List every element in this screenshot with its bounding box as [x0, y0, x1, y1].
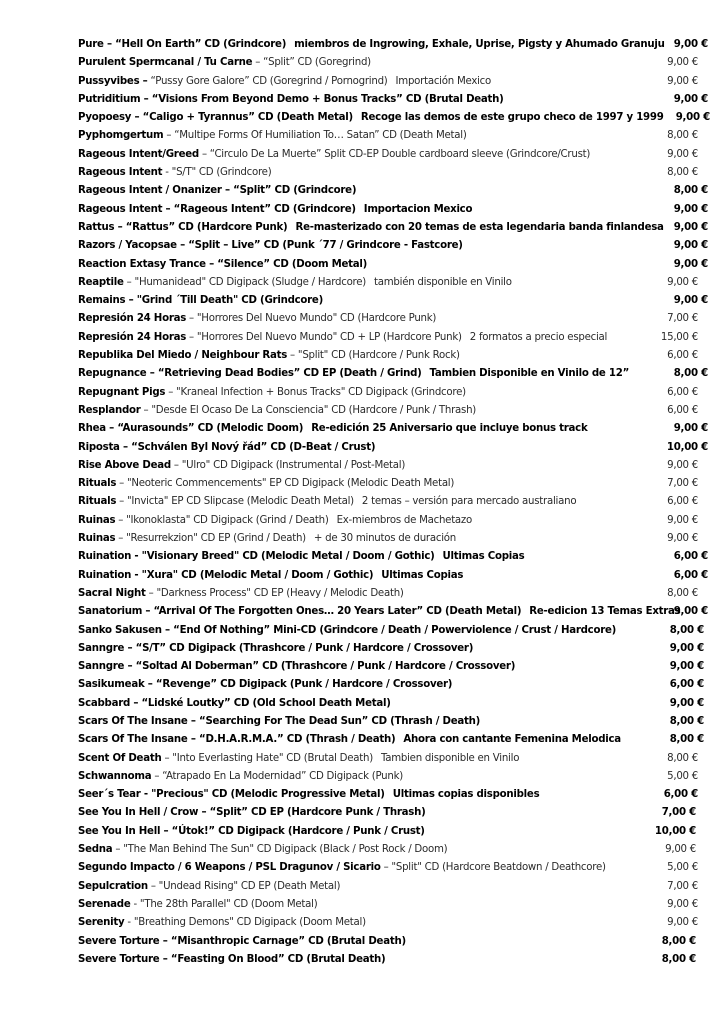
- band-name: Purulent Spermcanal / Tu Carne: [78, 57, 253, 69]
- release-info: – “Silence” CD (Doom Metal): [205, 258, 368, 270]
- catalog-item: [78, 658, 704, 676]
- release-info: – "Horrores Del Nuevo Mundo" CD + LP (Hardcore Punk): [186, 331, 462, 343]
- catalog-item: [78, 256, 708, 274]
- item-price: 9,00 €: [665, 844, 696, 856]
- band-name: Rituals: [78, 496, 117, 508]
- band-name: Scent Of Death: [78, 752, 162, 764]
- item-price: 7,00 €: [667, 478, 698, 490]
- catalog-item: [78, 36, 708, 54]
- item-price: 6,00 €: [667, 386, 698, 398]
- item-description: [78, 676, 452, 694]
- item-price: 9,00 €: [667, 57, 698, 69]
- release-info: - "Visionary Breed" CD (Melodic Metal / Doom / Gothic): [131, 551, 435, 563]
- item-price: 10,00 €: [654, 825, 696, 837]
- catalog-item: [78, 274, 698, 292]
- catalog-item: [78, 310, 698, 328]
- release-info: – "The Man Behind The Sun" CD Digipack (Black / Post Rock / Doom): [112, 844, 448, 856]
- item-note: Recoge las demos de este grupo checo de 1997 y 1999: [360, 112, 664, 124]
- item-price: 6,00 €: [669, 679, 704, 691]
- item-price: 10,00 €: [666, 441, 708, 453]
- band-name: Rituals: [78, 478, 117, 490]
- band-name: Republika Del Miedo / Neighbour Rats: [78, 350, 288, 362]
- band-name: Schwannoma: [78, 770, 152, 782]
- item-price: 6,00 €: [673, 551, 708, 563]
- item-description: [78, 512, 472, 530]
- item-price: 8,00 €: [667, 587, 698, 599]
- item-price: 9,00 €: [673, 93, 708, 105]
- release-info: – "Horrores Del Nuevo Mundo" CD (Hardcore Punk): [186, 313, 437, 325]
- release-info: – “End Of Nothing” Mini-CD (Grindcore / Death / Powerviolence / Crust / Hardcore): [161, 624, 617, 636]
- item-description: [78, 237, 463, 255]
- release-info: – “Revenge” CD Digipack (Punk / Hardcore / Crossover): [144, 679, 453, 691]
- release-info: – “Lidské Loutky” CD (Old School Death Metal): [130, 697, 391, 709]
- item-description: [78, 823, 425, 841]
- release-info: – “Split” CD (Grindcore): [221, 185, 357, 197]
- item-description: [78, 622, 616, 640]
- band-name: Pure: [78, 39, 104, 50]
- catalog-item: [78, 951, 698, 969]
- item-note: Importacion Mexico: [363, 203, 473, 215]
- band-name: Reaction Extasy Trance: [78, 258, 206, 270]
- item-description: [78, 804, 426, 822]
- band-name: Severe Torture: [78, 935, 160, 947]
- item-price: 9,00 €: [667, 514, 698, 526]
- band-name: Razors / Yacopsae: [78, 240, 177, 252]
- item-price: 6,00 €: [667, 496, 698, 508]
- item-price: 9,00 €: [667, 276, 698, 288]
- item-description: [78, 475, 454, 493]
- catalog-item: [78, 914, 698, 932]
- catalog-item: [78, 603, 708, 621]
- band-name: Repugnant Pigs: [78, 386, 166, 398]
- item-description: [78, 164, 271, 182]
- item-price: 9,00 €: [667, 459, 698, 471]
- catalog-item: [78, 786, 698, 804]
- item-price: 8,00 €: [667, 130, 698, 142]
- item-description: [78, 256, 367, 274]
- item-note: Ultimas copias disponibles: [392, 789, 540, 801]
- release-info: “Pussy Gore Galore” CD (Goregrind / Pornogrind): [147, 75, 388, 87]
- item-description: [78, 73, 491, 91]
- catalog-item: [78, 933, 698, 951]
- catalog-item: [78, 402, 698, 420]
- item-description: [78, 329, 607, 347]
- item-note: miembros de Ingrowing, Exhale, Uprise, Pigsty y Ahumado Granuju: [294, 39, 665, 50]
- release-info: – “Soltad Al Doberman” CD (Thrashcore / Punk / Hardcore / Crossover): [124, 661, 516, 673]
- item-price: 9,00 €: [673, 221, 708, 233]
- band-name: Pussyvibes –: [78, 75, 148, 87]
- item-price: 7,00 €: [667, 880, 698, 892]
- item-description: [78, 310, 436, 328]
- band-name: Ruinas: [78, 514, 116, 526]
- band-name: Sanko Sakusen: [78, 624, 162, 636]
- item-price: 5,00 €: [667, 862, 698, 874]
- item-description: [78, 292, 323, 310]
- item-note: Ultimas Copias: [381, 569, 464, 581]
- item-price: 8,00 €: [667, 752, 698, 764]
- band-name: Serenity: [78, 917, 125, 929]
- release-info: – "Grind ´Till Death" CD (Grindcore): [125, 295, 323, 307]
- item-description: [78, 109, 664, 127]
- band-name: Rattus: [78, 221, 115, 233]
- catalog-item: [78, 329, 698, 347]
- catalog-item: [78, 878, 698, 896]
- item-description: [78, 933, 406, 951]
- release-info: – "Kraneal Infection + Bonus Tracks" CD Digipack (Grindcore): [165, 386, 466, 398]
- item-description: [78, 640, 473, 658]
- catalog-item: [78, 713, 704, 731]
- catalog-item: [78, 109, 710, 127]
- catalog-item: [78, 164, 698, 182]
- item-description: [78, 91, 504, 109]
- item-price: 9,00 €: [673, 39, 708, 50]
- band-name: Seer´s Tear: [78, 789, 141, 801]
- band-name: Rise Above Dead: [78, 459, 171, 471]
- item-note: Importación Mexico: [395, 75, 492, 87]
- item-note: Re-masterizado con 20 temas de esta legendaria banda finlandesa: [295, 221, 664, 233]
- item-price: 6,00 €: [663, 789, 698, 801]
- band-name: Severe Torture: [78, 953, 160, 965]
- item-description: [78, 127, 467, 145]
- item-description: [78, 750, 519, 768]
- item-description: [78, 585, 404, 603]
- band-name: See You In Hell / Crow: [78, 807, 199, 819]
- item-price: 5,00 €: [667, 770, 698, 782]
- item-description: [78, 457, 405, 475]
- release-info: – “Misanthropic Carnage” CD (Brutal Death): [159, 935, 406, 947]
- release-info: – "Invicta" EP CD Slipcase (Melodic Death Metal): [116, 496, 354, 508]
- catalog-item: [78, 91, 708, 109]
- item-price: 9,00 €: [673, 423, 708, 435]
- release-info: – “Atrapado En La Modernidad” CD Digipack (Punk): [151, 770, 403, 782]
- band-name: Putriditium: [78, 93, 141, 105]
- release-info: – "Desde El Ocaso De La Consciencia" CD (Hardcore / Punk / Thrash): [140, 404, 477, 416]
- band-name: Sasikumeak: [78, 679, 145, 691]
- item-price: 8,00 €: [669, 624, 704, 636]
- item-price: 8,00 €: [661, 935, 696, 947]
- item-note: Tambien Disponible en Vinilo de 12”: [429, 368, 630, 380]
- band-name: Sedna: [78, 844, 113, 856]
- band-name: Scars Of The Insane: [78, 734, 188, 746]
- band-name: Rageous Intent / Onanizer: [78, 185, 222, 197]
- release-info: – “Split” CD EP (Hardcore Punk / Thrash): [198, 807, 426, 819]
- catalog-item: [78, 493, 698, 511]
- release-info: – “Caligo + Tyrannus” CD (Death Metal): [131, 112, 353, 124]
- catalog-item: [78, 439, 708, 457]
- catalog-item: [78, 859, 698, 877]
- catalog-item: [78, 676, 704, 694]
- catalog-item: [78, 804, 698, 822]
- item-description: [78, 896, 317, 914]
- catalog-item: [78, 347, 698, 365]
- catalog-item: [78, 750, 698, 768]
- catalog-item: [78, 182, 708, 200]
- item-price: 8,00 €: [669, 715, 704, 727]
- band-name: Resplandor: [78, 404, 141, 416]
- release-info: – "Split" CD (Hardcore Beatdown / Deathcore): [380, 862, 606, 874]
- item-description: [78, 182, 356, 200]
- release-info: – “Rattus” CD (Hardcore Punk): [114, 221, 288, 233]
- band-name: Rhea: [78, 423, 106, 435]
- release-info: – “S/T” CD Digipack (Thrashcore / Punk / Hardcore / Crossover): [124, 642, 474, 654]
- band-name: Rageous Intent: [78, 203, 163, 215]
- catalog-item: [78, 896, 698, 914]
- item-price: 8,00 €: [669, 734, 704, 746]
- band-name: Repugnance: [78, 368, 147, 380]
- item-price: 9,00 €: [673, 295, 708, 307]
- catalog-item: [78, 384, 698, 402]
- item-description: [78, 731, 621, 749]
- item-description: [78, 347, 460, 365]
- item-price: 9,00 €: [667, 75, 698, 87]
- item-price: 9,00 €: [673, 203, 708, 215]
- item-description: [78, 274, 512, 292]
- band-name: Sanngre: [78, 661, 125, 673]
- item-price: 9,00 €: [673, 258, 708, 270]
- item-price: 9,00 €: [669, 642, 704, 654]
- item-note: Re-edicion 13 Temas Extras: [529, 606, 681, 618]
- band-name: Ruination: [78, 569, 132, 581]
- item-description: [78, 841, 447, 859]
- item-description: [78, 384, 466, 402]
- band-name: Represión 24 Horas: [78, 331, 187, 343]
- band-name: Sanatorium: [78, 606, 143, 618]
- item-price: 15,00 €: [660, 331, 698, 343]
- item-price: 8,00 €: [667, 167, 698, 179]
- release-info: – "Neoteric Commencements" EP CD Digipack (Melodic Death Metal): [116, 478, 455, 490]
- item-description: [78, 219, 664, 237]
- item-description: [78, 695, 391, 713]
- band-name: Rageous Intent/Greed: [78, 148, 199, 160]
- release-info: – “Aurasounds” CD (Melodic Doom): [105, 423, 304, 435]
- item-description: [78, 878, 340, 896]
- band-name: Sanngre: [78, 642, 125, 654]
- release-info: - "Precious" CD (Melodic Progressive Metal): [140, 789, 385, 801]
- catalog-list: [78, 36, 710, 969]
- item-description: [78, 439, 375, 457]
- item-description: [78, 420, 588, 438]
- band-name: Segundo Impacto / 6 Weapons / PSL Dragunov / Sicario: [78, 862, 381, 874]
- item-description: [78, 530, 456, 548]
- item-note: 2 formatos a precio especial: [469, 331, 608, 343]
- band-name: Represión 24 Horas: [78, 313, 187, 325]
- catalog-item: [78, 73, 698, 91]
- item-price: 8,00 €: [661, 953, 696, 965]
- item-description: [78, 54, 371, 72]
- catalog-item: [78, 622, 704, 640]
- release-info: – "Into Everlasting Hate" CD (Brutal Death): [161, 752, 373, 764]
- catalog-item: [78, 127, 698, 145]
- catalog-item: [78, 548, 708, 566]
- catalog-item: [78, 768, 698, 786]
- catalog-item: [78, 823, 698, 841]
- release-info: - "S/T" CD (Grindcore): [162, 167, 272, 179]
- catalog-item: [78, 420, 708, 438]
- band-name: Ruination: [78, 551, 132, 563]
- item-note: Tambien disponible en Vinilo: [380, 752, 520, 764]
- item-price: 8,00 €: [673, 185, 708, 197]
- item-price: 9,00 €: [675, 112, 710, 124]
- band-name: Rageous Intent: [78, 167, 163, 179]
- item-description: [78, 713, 480, 731]
- release-info: – “Retrieving Dead Bodies” CD EP (Death / Grind): [146, 368, 422, 380]
- item-note: Ex-miembros de Machetazo: [336, 514, 473, 526]
- release-info: – “Searching For The Dead Sun” CD (Thrash / Death): [187, 715, 481, 727]
- item-price: 9,00 €: [669, 697, 704, 709]
- item-description: [78, 768, 403, 786]
- catalog-item: [78, 841, 698, 859]
- catalog-item: [78, 512, 698, 530]
- item-note: Ultimas Copias: [442, 551, 525, 563]
- catalog-item: [78, 475, 698, 493]
- band-name: Ruinas: [78, 533, 116, 545]
- catalog-item: [78, 640, 704, 658]
- catalog-item: [78, 731, 704, 749]
- item-description: [78, 658, 515, 676]
- release-info: – "Ikonoklasta" CD Digipack (Grind / Death): [115, 514, 329, 526]
- release-info: – "Resurrekzion" CD EP (Grind / Death): [115, 533, 306, 545]
- item-price: 7,00 €: [661, 807, 696, 819]
- band-name: Remains: [78, 295, 126, 307]
- release-info: - "The 28th Parallel" CD (Doom Metal): [130, 898, 318, 910]
- item-description: [78, 548, 524, 566]
- item-description: [78, 951, 385, 969]
- release-info: – “Útok!” CD Digipack (Hardcore / Punk / Crust): [160, 825, 425, 837]
- band-name: Sacral Night: [78, 587, 146, 599]
- catalog-item: [78, 695, 704, 713]
- catalog-item: [78, 530, 698, 548]
- catalog-item: [78, 237, 708, 255]
- release-info: – "Darkness Process" CD EP (Heavy / Melodic Death): [145, 587, 404, 599]
- catalog-item: [78, 201, 708, 219]
- catalog-item: [78, 365, 708, 383]
- band-name: Pyphomgertum: [78, 130, 164, 142]
- item-price: 6,00 €: [667, 404, 698, 416]
- catalog-item: [78, 54, 698, 72]
- release-info: – “D.H.A.R.M.A.” CD (Thrash / Death): [187, 734, 396, 746]
- item-note: Ahora con cantante Femenina Melodica: [403, 734, 621, 746]
- release-info: – "Ulro" CD Digipack (Instrumental / Post-Metal): [170, 459, 406, 471]
- item-price: 7,00 €: [667, 313, 698, 325]
- release-info: – “Multipe Forms Of Humiliation To… Satan” CD (Death Metal): [163, 130, 467, 142]
- item-description: [78, 914, 366, 932]
- item-description: [78, 402, 476, 420]
- item-price: 9,00 €: [669, 661, 704, 673]
- release-info: – “Split – Live” CD (Punk ´77 / Grindcore - Fastcore): [176, 240, 463, 252]
- item-description: [78, 493, 576, 511]
- item-note: Re-edición 25 Aniversario que incluye bonus track: [311, 423, 588, 435]
- release-info: – “Schválen Byl Nový řád” CD (D-Beat / Crust): [119, 441, 376, 453]
- item-note: también disponible en Vinilo: [374, 276, 512, 288]
- item-price: 6,00 €: [673, 569, 708, 581]
- catalog-item: [78, 146, 698, 164]
- item-description: [78, 365, 629, 383]
- release-info: – "Undead Rising" CD EP (Death Metal): [147, 880, 341, 892]
- catalog-item: [78, 457, 698, 475]
- item-description: [78, 201, 472, 219]
- band-name: See You In Hell: [78, 825, 161, 837]
- item-note: + de 30 minutos de duración: [313, 533, 456, 545]
- item-description: [78, 603, 681, 621]
- release-info: – “Split” CD (Goregrind): [252, 57, 371, 69]
- band-name: Scars Of The Insane: [78, 715, 188, 727]
- item-price: 8,00 €: [673, 368, 708, 380]
- band-name: Scabbard: [78, 697, 131, 709]
- band-name: Sepulcration: [78, 880, 148, 892]
- item-price: 9,00 €: [667, 898, 698, 910]
- item-price: 6,00 €: [667, 350, 698, 362]
- release-info: - "Xura" CD (Melodic Metal / Doom / Gothic): [131, 569, 374, 581]
- item-price: 9,00 €: [667, 148, 698, 160]
- item-description: [78, 146, 590, 164]
- item-price: 9,00 €: [667, 533, 698, 545]
- item-price: 9,00 €: [667, 917, 698, 929]
- release-info: - "Breathing Demons" CD Digipack (Doom Metal): [124, 917, 366, 929]
- release-info: – "Split" CD (Hardcore / Punk Rock): [287, 350, 460, 362]
- item-description: [78, 786, 539, 804]
- item-description: [78, 36, 665, 54]
- item-description: [78, 567, 463, 585]
- item-price: 9,00 €: [673, 606, 708, 618]
- catalog-item: [78, 585, 698, 603]
- catalog-item: [78, 567, 708, 585]
- release-info: – "Humanidead" CD Digipack (Sludge / Hardcore): [123, 276, 367, 288]
- band-name: Reaptile: [78, 276, 124, 288]
- band-name: Riposta: [78, 441, 120, 453]
- band-name: Pyopoesy: [78, 112, 132, 124]
- release-info: – “Hell On Earth” CD (Grindcore): [103, 39, 287, 50]
- item-note: 2 temas – versión para mercado australiano: [361, 496, 577, 508]
- catalog-item: [78, 292, 708, 310]
- release-info: – “Visions From Beyond Demo + Bonus Tracks” CD (Brutal Death): [140, 93, 504, 105]
- release-info: – “Circulo De La Muerte” Split CD-EP Double cardboard sleeve (Grindcore/Crust): [198, 148, 591, 160]
- item-description: [78, 859, 606, 877]
- release-info: – “Arrival Of The Forgotten Ones… 20 Years Later” CD (Death Metal): [142, 606, 522, 618]
- release-info: – “Rageous Intent” CD (Grindcore): [162, 203, 356, 215]
- item-price: 9,00 €: [673, 240, 708, 252]
- catalog-item: [78, 219, 708, 237]
- band-name: Serenade: [78, 898, 131, 910]
- release-info: – “Feasting On Blood” CD (Brutal Death): [159, 953, 386, 965]
